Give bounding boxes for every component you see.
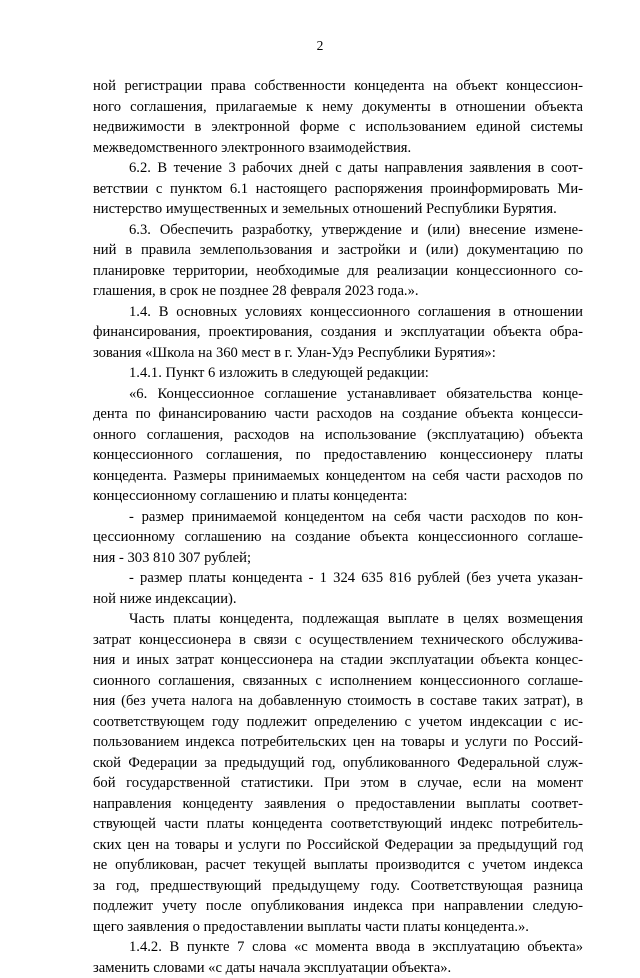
text-line: сионного соглашения, связанных с исполнением концессионного соглаше- xyxy=(93,671,583,692)
text-line: концессионному соглашению и платы концедента: xyxy=(93,486,583,507)
paragraph xyxy=(93,609,583,937)
text-line: «6. Концессионное соглашение устанавливает обязательства конце- xyxy=(93,384,583,405)
text-line: концедента. Размеры принимаемых концедентом на себя части расходов по xyxy=(93,466,583,487)
paragraph xyxy=(93,363,583,384)
text-line: бой государственной статистики. При этом в случае, если на момент xyxy=(93,773,583,794)
text-line: не опубликован, расчет текущей выплаты производится с учетом индекса xyxy=(93,855,583,876)
text-line: 1.4.2. В пункте 7 слова «с момента ввода в эксплуатацию объекта» xyxy=(93,937,583,958)
page-number: 2 xyxy=(0,38,640,54)
text-line: - размер платы концедента - 1 324 635 816 рублей (без учета указан- xyxy=(93,568,583,589)
text-line: направления концеденту заявления о предоставлении выплаты соответ- xyxy=(93,794,583,815)
text-line: ских цен на товары и услуги по Российской Федерации за предыдущий год xyxy=(93,835,583,856)
paragraph xyxy=(93,302,583,364)
text-line: пользованием индекса потребительских цен на товары и услуги по Россий- xyxy=(93,732,583,753)
text-line: планировке территории, необходимые для реализации концессионного со- xyxy=(93,261,583,282)
text-line: затрат концессионера в связи с осуществлением технического обслужива- xyxy=(93,630,583,651)
text-line: ной ниже индексации). xyxy=(93,589,583,610)
paragraph xyxy=(93,220,583,302)
text-line: 6.3. Обеспечить разработку, утверждение и (или) внесение измене- xyxy=(93,220,583,241)
text-line: подлежит учету после опубликования индекса при направлении следую- xyxy=(93,896,583,917)
text-line: глашения, в срок не позднее 28 февраля 2023 года.». xyxy=(93,281,583,302)
paragraph xyxy=(93,384,583,507)
text-line: нистерство имущественных и земельных отношений Республики Бурятия. xyxy=(93,199,583,220)
text-line: межведомственного электронного взаимодействия. xyxy=(93,138,583,159)
text-line: ного соглашения, прилагаемые к нему документы в отношении объекта xyxy=(93,97,583,118)
paragraph xyxy=(93,568,583,609)
text-line: финансирования, проектирования, создания и эксплуатации объекта обра- xyxy=(93,322,583,343)
text-line: онного соглашения, расходов на использование (эксплуатацию) объекта xyxy=(93,425,583,446)
text-line: зования «Школа на 360 мест в г. Улан-Удэ Республики Бурятия»: xyxy=(93,343,583,364)
text-line: - размер принимаемой концедентом на себя части расходов по кон- xyxy=(93,507,583,528)
text-line: ной регистрации права собственности концедента на объект концессион- xyxy=(93,76,583,97)
text-line: недвижимости в электронной форме с использованием единой системы xyxy=(93,117,583,138)
text-line: щего заявления о предоставлении выплаты части платы концедента.». xyxy=(93,917,583,938)
text-line: 1.4. В основных условиях концессионного соглашения в отношении xyxy=(93,302,583,323)
text-line: соответствующем году подлежит определению с учетом индексации с ис- xyxy=(93,712,583,733)
document-body xyxy=(93,76,583,978)
text-line: ской Федерации за предыдущий год, опубликованного Федеральной служ- xyxy=(93,753,583,774)
text-line: ний в правила землепользования и застройки и (или) документацию по xyxy=(93,240,583,261)
text-line: ния и иных затрат концессионера на стадии эксплуатации объекта концес- xyxy=(93,650,583,671)
text-line: 1.4.1. Пункт 6 изложить в следующей редакции: xyxy=(93,363,583,384)
text-line: Часть платы концедента, подлежащая выплате в целях возмещения xyxy=(93,609,583,630)
text-line: ния - 303 810 307 рублей; xyxy=(93,548,583,569)
text-line: ния (без учета налога на добавленную стоимость в составе таких затрат), в xyxy=(93,691,583,712)
paragraph xyxy=(93,76,583,158)
paragraph xyxy=(93,937,583,978)
paragraph xyxy=(93,158,583,220)
text-line: ветствии с пунктом 6.1 настоящего распоряжения проинформировать Ми- xyxy=(93,179,583,200)
text-line: дента по финансированию части расходов на создание объекта концесси- xyxy=(93,404,583,425)
text-line: цессионному соглашению на создание объекта концессионного соглаше- xyxy=(93,527,583,548)
text-line: концессионного соглашения, по предоставлению концессионеру платы xyxy=(93,445,583,466)
text-line: за год, предшествующий предыдущему году. Соответствующая разница xyxy=(93,876,583,897)
text-line: ствующей части платы концедента соответствующий индекс потребитель- xyxy=(93,814,583,835)
paragraph xyxy=(93,507,583,569)
text-line: 6.2. В течение 3 рабочих дней с даты направления заявления в соот- xyxy=(93,158,583,179)
text-line: заменить словами «с даты начала эксплуатации объекта». xyxy=(93,958,583,978)
